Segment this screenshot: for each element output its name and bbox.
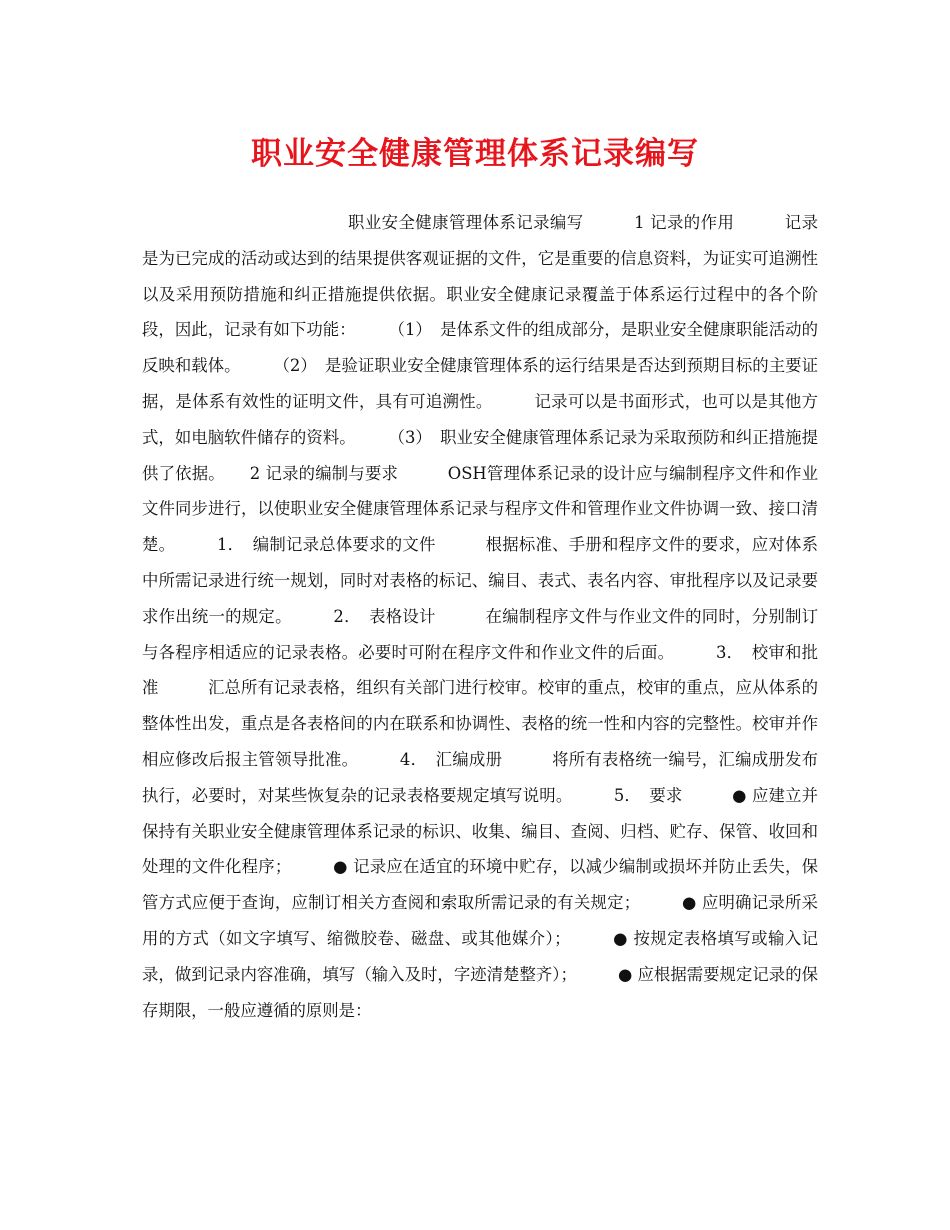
document-body: 职业安全健康管理体系记录编写 1 记录的作用 记录是为已完成的活动或达到的结果提供客观证据的文件，它是重要的信息资料，为证实可追溯性以及采用预防措施和纠正措施提供依据。职业安全健康记录覆盖于体系运行过程中的各个阶段，因此，记录有如下功能： （1） 是体系文件的组成部分，是职业安全健康职能活动的反映和载体。 （2） 是验证职业安全健康管理体系的运行结果是否达到预期目标的主要证据，是体系有效性的证明文件，具有可追溯性。 记录可以是书面形式，也可以是其他方式，如电脑软件储存的资料。 （3） 职业安全健康管理体系记录为采取预防和纠正措施提供了依据。 2 记录的编制与要求 OSH管理体系记录的设计应与编制程序文件和作业文件同步进行，以使职业安全健康管理体系记录与程序文件和管理作业文件协调一致、接口清楚。 1． 编制记录总体要求的文件 根据标准、手册和程序文件的要求，应对体系中所需记录进行统一规划，同时对表格的标记、编目、表式、表名内容、审批程序以及记录要求作出统一的规定。 2． 表格设计 在编制程序文件与作业文件的同时，分别制订与各程序相适应的记录表格。必要时可附在程序文件和作业文件的后面。 3． 校审和批准 汇总所有记录表格，组织有关部门进行校审。校审的重点，校审的重点，应从体系的整体性出发，重点是各表格间的内在联系和协调性、表格的统一性和内容的完整性。校审并作相应修改后报主管领导批准。 4． 汇编成册 将所有表格统一编号，汇编成册发布执行，必要时，对某些恢复杂的记录表格要规定填写说明。 5． 要求 ● 应建立并保持有关职业安全健康管理体系记录的标识、收集、编目、查阅、归档、贮存、保管、收回和处理的文件化程序； ● 记录应在适宜的环境中贮存，以减少编制或损坏并防止丢失，保管方式应便于查询，应制订相关方查阅和索取所需记录的有关规定； ● 应明确记录所采用的方式（如文字填写、缩微胶卷、磁盘、或其他媒介）； ● 按规定表格填写或输入记录，做到记录内容准确，填写（输入及时，字迹清楚整齐）； ● 应根据需要规定记录的保存期限，一般应遵循的原则是： <box>142 213 818 1020</box>
document-title: 职业安全健康管理体系记录编写 <box>251 136 699 172</box>
